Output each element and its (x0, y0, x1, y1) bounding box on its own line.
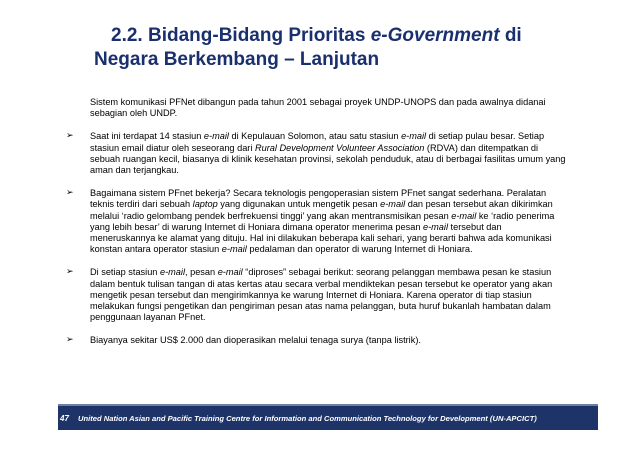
title-section-number: 2.2 (111, 25, 138, 46)
text-run: (RDVA) dan ditempatkan di sebuah ruangan kecil, biasanya di klinik kesehatan provinsi, sekolah penduduk, atau di berbagai fasilitas umum yang aman dan terjangkau. (90, 142, 566, 176)
slide-title (94, 24, 614, 72)
bullet-paragraph (66, 131, 566, 176)
page-number: 47 (60, 413, 69, 423)
bullet-paragraph (66, 267, 566, 323)
text-run: Biayanya sekitar US$ 2.000 dan dioperasikan melalui tenaga surya (tanpa listrik). (90, 335, 421, 346)
arrow-bullet-icon: ➢ (66, 335, 74, 346)
italic-term: e-mail (203, 131, 229, 142)
bullet-paragraph (66, 188, 566, 255)
bullet-list (66, 131, 566, 346)
intro-paragraph (66, 97, 566, 119)
bullet-paragraph (66, 335, 566, 346)
italic-term: e-mail (451, 210, 477, 221)
title-text-part1: . Bidang-Bidang Prioritas (137, 25, 371, 46)
italic-term: e-mail (221, 244, 247, 255)
italic-term: e-mail (380, 199, 406, 210)
text-run: yang digunakan untuk mengetik pesan (217, 199, 381, 210)
text-run: pedalaman dan operator di warung Internet di Honiara. (246, 244, 473, 255)
bullet-text (90, 267, 566, 323)
text-run: Di setiap stasiun (90, 267, 160, 278)
title-text-part2: di (499, 25, 522, 46)
italic-term: e-mail (422, 221, 448, 232)
text-run: Saat ini terdapat 14 stasiun (90, 131, 204, 142)
footer-bar (58, 404, 598, 430)
intro-text: Sistem komunikasi PFNet dibangun pada tahun 2001 sebagai proyek UNDP-UNOPS dan pada awalnya didanai sebagian oleh UNDP. (90, 97, 546, 119)
title-italic-term: e-Government (370, 25, 500, 46)
italic-term: Rural Development Volunteer Association (254, 142, 425, 153)
arrow-bullet-icon: ➢ (66, 131, 74, 142)
text-run: dan pesan tersebut akan dikirimkan melalui ‘radio gelombang pendek berfrekuensi tinggi’ yang akan mentransmisikan pesan (90, 199, 553, 221)
text-run: Bagaimana sistem PFnet bekerja? Secara teknologis pengoperasian sistem PFnet sangat sederhana. Peralatan teknis terdiri dari sebuah (90, 188, 547, 210)
italic-term: e-mail (217, 267, 243, 278)
arrow-bullet-icon: ➢ (66, 188, 74, 199)
slide-body (66, 97, 566, 359)
text-run: tersebut dan meneruskannya ke alamat yang dituju. Hal ini dilakukan beberapa kali sehari, yang berarti bahwa ada komunikasi konstan antara operator stasiun (90, 221, 552, 255)
text-run: di Kepulauan Solomon, atau satu stasiun (228, 131, 402, 142)
footer-text: United Nation Asian and Pacific Training Centre for Information and Communication Technology for Development (UN-APCICT) (78, 413, 537, 423)
bullet-text (90, 131, 566, 176)
text-run: ke ‘radio penerima yang lebih besar’ di warung Internet di Honiara dimana operator menerima pesan (90, 210, 555, 232)
text-run: , pesan (184, 267, 218, 278)
italic-term: laptop (192, 199, 218, 210)
bullet-text (90, 188, 566, 255)
italic-term: e-mail (159, 267, 185, 278)
text-run: “diproses” sebagai berikut: seorang pelanggan membawa pesan ke stasiun dalam bentuk tulisan tangan di atas kertas atau secara verbal mendiktekan pesan tersebut ke operator yang akan mengetik pesan tersebut dan mengirimkannya ke warung Internet di Honiara. Karena operator di tiap stasiun melakukan fungsi pengetikan dan pengiriman pesan atas nama pelanggan, buta huruf bukanlah hambatan dalam penggunaan layanan PFnet. (90, 267, 553, 323)
bullet-text (90, 335, 566, 346)
text-run: di setiap pulau besar. Setiap stasiun email diatur oleh seseorang dari (90, 131, 545, 153)
title-line2: Negara Berkembang – Lanjutan (94, 49, 380, 70)
italic-term: e-mail (401, 131, 427, 142)
arrow-bullet-icon: ➢ (66, 267, 74, 278)
